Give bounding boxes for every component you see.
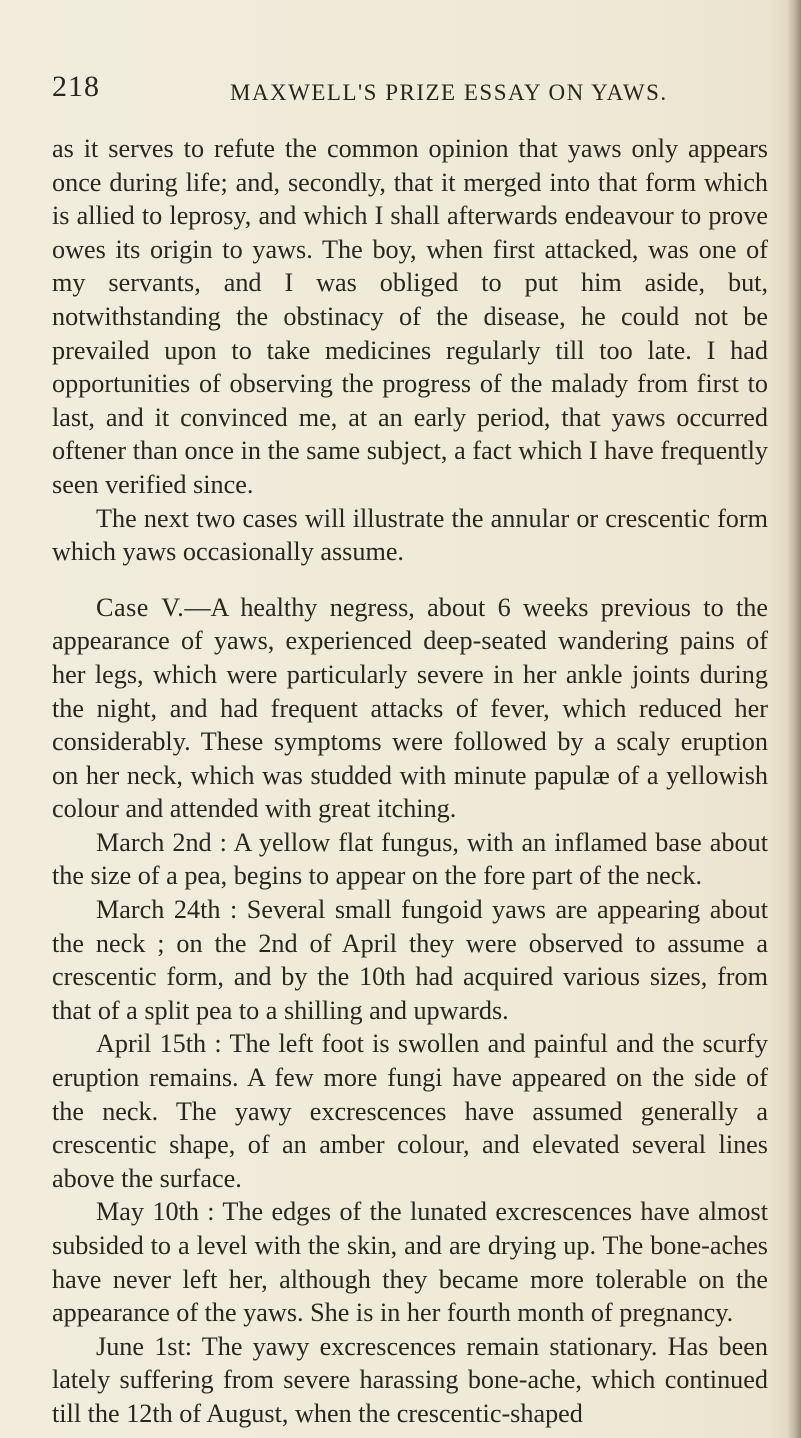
paragraph-june-1st: June 1st: The yawy excrescences remain stationary. Has been lately suffering from severe harassing bone-ache, which continued till the 12th of August, when the crescentic-shaped xyxy=(52,1331,768,1428)
case-label: Case V. xyxy=(96,592,185,622)
page-edge-shadow xyxy=(787,0,801,1438)
case-v-text: —A healthy negress, about 6 weeks previous to the appearance of yaws, experienced deep-seated wandering pains of her legs, which were particularly severe in her ankle joints during the night, and had frequent attacks of fever, which reduced her considerably. These symptoms were followed by a scaly eruption on her neck, which was studded with minute papulæ of a yellowish colour and attended with great itching. xyxy=(52,592,768,824)
paragraph-intro-cases: The next two cases will illustrate the annular or crescentic form which yaws occasionally assume. xyxy=(52,503,768,567)
paragraph-april-15th: April 15th : The left foot is swollen and painful and the scurfy eruption remains. A few more fungi have appeared on the side of the neck. The yawy excrescences have assumed generally a crescentic shape, of an amber colour, and elevated several lines above the surface. xyxy=(52,1029,768,1193)
paragraph-march-2nd: March 2nd : A yellow flat fungus, with an inflamed base about the size of a pea, begins to appear on the fore part of the neck. xyxy=(52,827,768,891)
section-gap xyxy=(52,569,768,591)
paragraph-march-24th: March 24th : Several small fungoid yaws are appearing about the neck ; on the 2nd of April they were observed to assume a crescentic form, and by the 10th had acquired various sizes, from that of a split pea to a shilling and upwards. xyxy=(52,895,768,1025)
paragraph-continuation: as it serves to refute the common opinion that yaws only appears once during life; and, secondly, that it merged into that form which is allied to leprosy, and which I shall afterwards endeavour to prove owes its origin to yaws. The boy, when first attacked, was one of my servants, and I was obliged to put him aside, but, notwithstanding the obstinacy of the disease, he could not be prevailed upon to take medicines regularly till too late. I had opportunities of observing the progress of the malady from first to last, and it convinced me, at an early period, that yaws occurred oftener than once in the same subject, a fact which I have frequently seen verified since. xyxy=(52,134,768,499)
paragraph-may-10th: May 10th : The edges of the lunated excrescences have almost subsided to a level with the skin, and are drying up. The bone-aches have never left her, although they became more tolerable on the appearance of the yaws. She is in her fourth month of pregnancy. xyxy=(52,1197,768,1328)
body-text xyxy=(52,132,768,1431)
page-header xyxy=(52,70,772,110)
running-title: MAXWELL'S PRIZE ESSAY ON YAWS. xyxy=(230,80,668,105)
page-number: 218 xyxy=(52,70,100,103)
paragraph-case-v xyxy=(52,591,768,826)
